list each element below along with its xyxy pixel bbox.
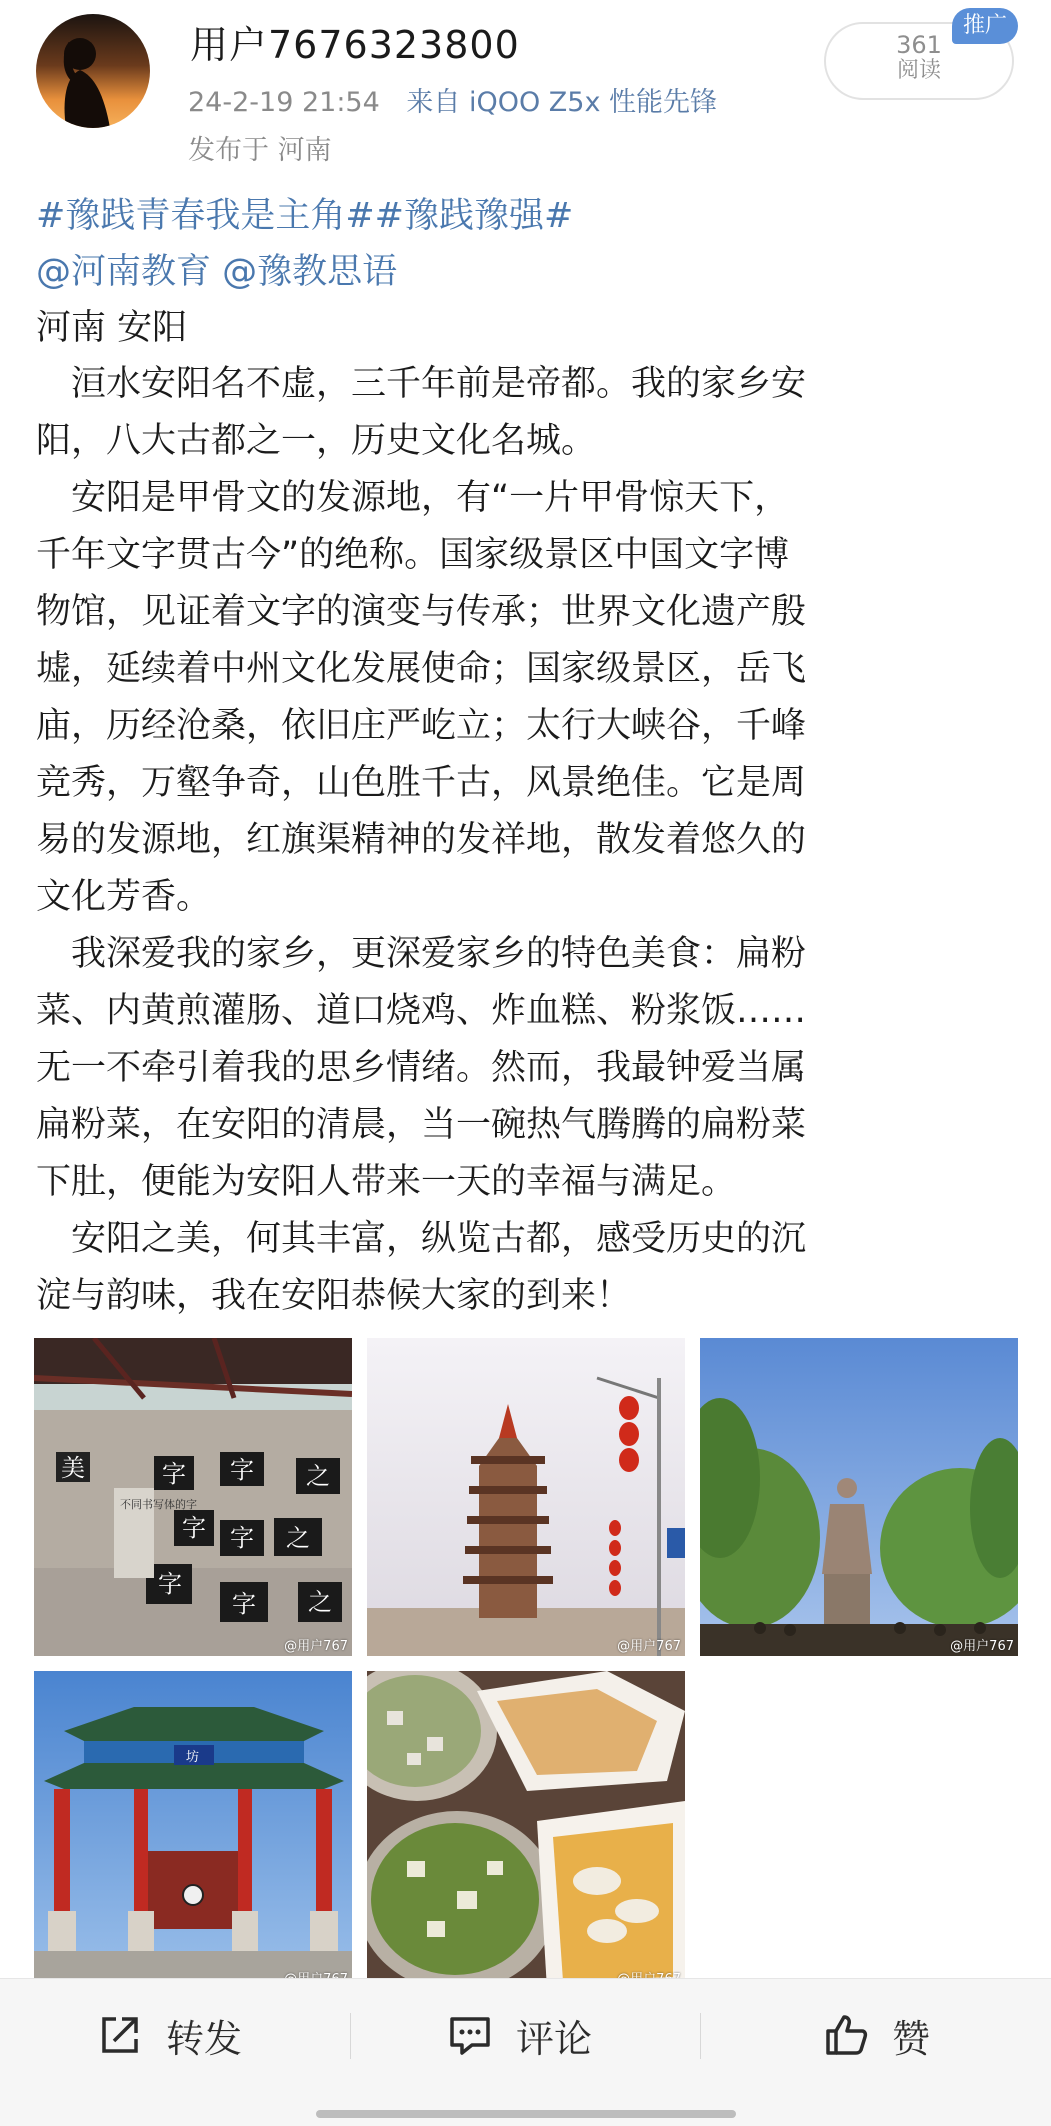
char-tile: 之 <box>308 1588 332 1616</box>
char-tile: 字 <box>158 1570 182 1598</box>
char-tile: 之 <box>306 1462 330 1490</box>
read-count: 361 <box>896 31 942 59</box>
post-line: 易的发源地，红旗渠精神的发祥地，散发着悠久的 <box>36 820 807 860</box>
post-line: 洹水安阳名不虚，三千年前是帝都。我的家乡安 <box>36 364 807 404</box>
post-line: 文化芳香。 <box>36 877 212 917</box>
post-line: 扁粉菜，在安阳的清晨，当一碗热气腾腾的扁粉菜 <box>36 1105 807 1145</box>
food-image <box>367 1671 685 1989</box>
character-wall-image <box>34 1338 352 1656</box>
avatar[interactable] <box>36 14 150 128</box>
promo-tag[interactable]: 推广 <box>952 8 1018 44</box>
post-source[interactable]: 来自 iQOO Z5x 性能先锋 <box>406 87 718 118</box>
home-indicator[interactable] <box>316 2110 736 2118</box>
char-tile: 美 <box>61 1454 85 1482</box>
comment-label: 评论 <box>516 2016 593 2061</box>
post-time: 24-2-19 21:54 <box>188 87 380 118</box>
thumbs-up-icon <box>822 2011 870 2059</box>
post-line: 无一不牵引着我的思乡情绪。然而，我最钟爱当属 <box>36 1048 807 1088</box>
post-line: 菜、内黄煎灌肠、道口烧鸡、炸血糕、粉浆饭…… <box>36 991 807 1031</box>
post-content <box>36 188 1016 1325</box>
toolbar-divider <box>700 2013 701 2059</box>
post-header <box>0 0 1051 180</box>
char-tile: 字 <box>230 1524 254 1552</box>
read-label: 阅读 <box>896 58 941 83</box>
post-line: 物馆，见证着文字的演变与传承；世界文化遗产殷 <box>36 592 807 632</box>
like-button[interactable] <box>822 2005 930 2065</box>
post-location: 发布于 河南 <box>188 135 332 166</box>
post-line: 庙，历经沧桑，依旧庄严屹立；太行大峡谷，千峰 <box>36 706 807 746</box>
username[interactable]: 用户7676323800 <box>190 23 520 67</box>
char-tile: 字 <box>230 1456 254 1484</box>
like-label: 赞 <box>892 2016 931 2061</box>
post-meta <box>188 80 717 119</box>
pagoda-image <box>367 1338 685 1656</box>
post-line: 安阳之美，何其丰富，纵览古都，感受历史的沉 <box>36 1219 807 1259</box>
repost-label: 转发 <box>166 2016 243 2061</box>
post-line: 墟，延续着中州文化发展使命；国家级景区，岳飞 <box>36 649 807 689</box>
photo-watermark: @用户767 <box>950 1639 1014 1654</box>
topic-links[interactable]: #豫践青春我是主角##豫践豫强# <box>36 196 574 236</box>
post-line: 我深爱我的家乡，更深爱家乡的特色美食：扁粉 <box>36 934 807 974</box>
repost-button[interactable] <box>96 2005 242 2065</box>
archway-image <box>34 1671 352 1989</box>
char-tile: 字 <box>232 1590 256 1618</box>
photo-character-museum[interactable] <box>34 1338 352 1656</box>
photo-grid <box>34 1338 1018 1978</box>
char-tile: 字 <box>162 1460 186 1488</box>
photo-watermark: @用户767 <box>617 1639 681 1654</box>
post-line: 阳，八大古都之一，历史文化名城。 <box>36 421 597 461</box>
photo-watermark: @用户767 <box>284 1639 348 1654</box>
statue-image <box>700 1338 1018 1656</box>
photo-food[interactable] <box>367 1671 685 1989</box>
post-line: 竞秀，万壑争奇，山色胜千古，风景绝佳。它是周 <box>36 763 807 803</box>
photo-pagoda[interactable] <box>367 1338 685 1656</box>
char-tile: 之 <box>286 1524 310 1552</box>
post-line: 下肚，便能为安阳人带来一天的幸福与满足。 <box>36 1162 737 1202</box>
comment-icon <box>446 2011 494 2059</box>
post-line: 安阳是甲骨文的发源地，有“一片甲骨惊天下， <box>36 478 790 518</box>
mention-links[interactable]: @河南教育 @豫教思语 <box>36 252 398 292</box>
archway-plaque-text: 坊 <box>186 1750 200 1765</box>
char-tile: 字 <box>182 1514 206 1542</box>
toolbar-divider <box>350 2013 351 2059</box>
action-toolbar <box>0 1978 1051 2126</box>
post-line: 千年文字贯古今”的绝称。国家级景区中国文字博 <box>36 535 790 575</box>
photo-statue[interactable] <box>700 1338 1018 1656</box>
comment-button[interactable] <box>446 2005 592 2065</box>
post-line: 河南 安阳 <box>36 308 188 348</box>
sign-text: 不同书写体的字 <box>120 1498 197 1511</box>
avatar-silhouette-icon <box>36 14 150 128</box>
post-line: 淀与韵味，我在安阳恭候大家的到来！ <box>36 1276 632 1316</box>
photo-archway[interactable] <box>34 1671 352 1989</box>
share-icon <box>96 2011 144 2059</box>
